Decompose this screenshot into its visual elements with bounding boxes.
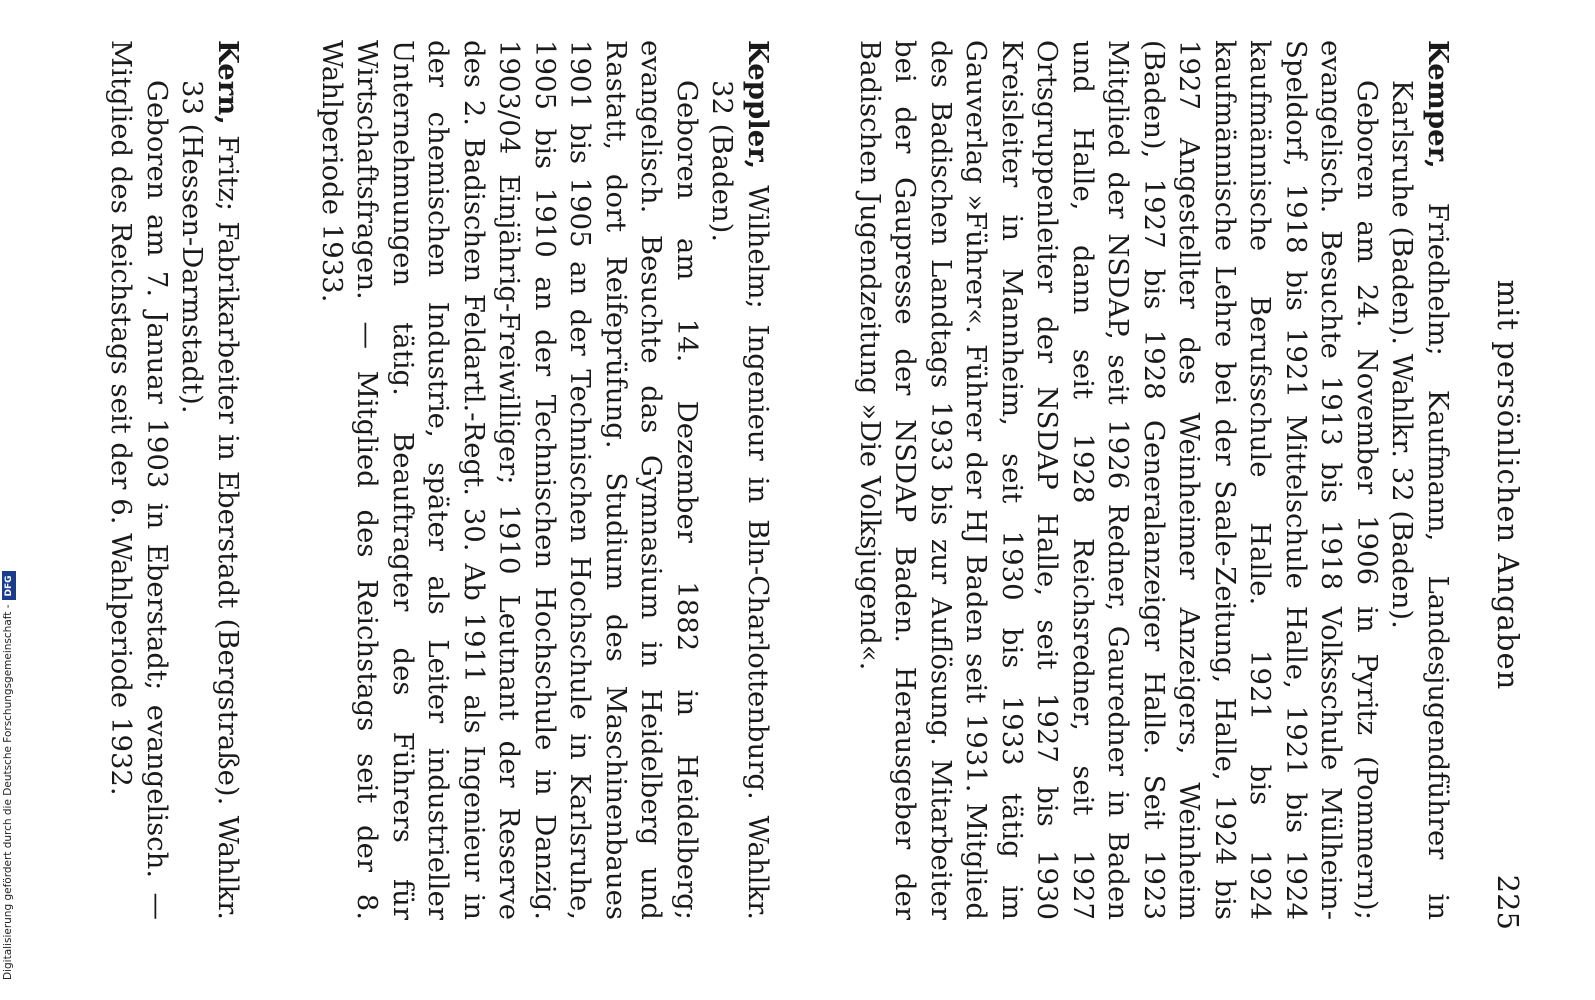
- entry-body: Geboren am 7. Januar 1903 in Eberstadt; evangelisch. — Mitglied des Reichstags seit der 6. Wahlperiode 1932.: [105, 40, 173, 920]
- running-title: mit persönlichen Angaben: [1491, 279, 1525, 691]
- entry-heading: Friedhelm; Kaufmann, Landesjugendführer in Karlsruhe (Baden). Wahlkr. 32 (Baden).: [1386, 80, 1454, 920]
- entry-name: Keppler,: [742, 40, 774, 170]
- entry-heading: Fritz; Fabrikarbeiter in Eberstadt (Bergstraße). Wahlkr. 33 (Hessen-Darmstadt).: [176, 80, 244, 920]
- entry-heading: Wilhelm; Ingenieur in Bln-Charlottenburg. Wahlkr. 32 (Baden).: [706, 80, 774, 920]
- entry-name: Kemper,: [1422, 40, 1454, 169]
- page-number: 225: [1491, 874, 1525, 930]
- entry-name: Kern,: [212, 40, 244, 125]
- dfg-credit: [2, 571, 16, 980]
- biography-entry: [852, 40, 1456, 920]
- credit-text: Digitalisierung gefördert durch die Deutsche Forschungsgemeinschaft -: [2, 604, 14, 980]
- dfg-logo: DFG: [2, 571, 16, 600]
- biography-entry: [103, 40, 245, 920]
- page-header: [1485, 40, 1525, 930]
- entry-body: Geboren am 24. November 1906 in Pyritz (Pommern); evangelisch. Besuchte 1913 bis 1918 Volksschule Mülheim-Speldorf, 1918 bis 1921 Mittelschule Halle, 1921 bis 1924 kaufmännische Berufsschule Halle. 1921 bis 1924 kaufmännische Lehre bei der Saale-Zeitung, Halle, 1924 bis 1927 Angestellter des Weinheimer Anzeigers, Weinheim (Baden), 1927 bis 1928 Generalanzeiger Halle. Seit 1923 Mitglied der NSDAP, seit 1926 Redner, Gauredner in Baden und Halle, dann seit 1928 Reichsredner, seit 1927 Ortsgruppenleiter der NSDAP Halle, seit 1927 bis 1930 Kreisleiter in Mannheim, seit 1930 bis 1933 tätig im Gauverlag »Führer«. Führer der HJ Baden seit 1931. Mitglied des Badischen Landtags 1933 bis zur Auflösung. Mitarbeiter bei der Gaupresse der NSDAP Baden. Herausgeber der Badischen Jugendzeitung »Die Volksjugend«.: [854, 40, 1383, 920]
- biography-entry: [314, 40, 776, 920]
- entry-body: Geboren am 14. Dezember 1882 in Heidelberg; evangelisch. Besuchte das Gymnasium in Heidelberg und Rastatt, dort Reifeprüfung. Studium des Maschinenbaues 1901 bis 1905 an der Technischen Hochschule in Karlsruhe, 1905 bis 1910 an der Technischen Hochschule in Danzig. 1903/04 Einjährig-Freiwilliger; 1910 Leutnant der Reserve des 2. Badischen Feldartl.-Regt. 30. Ab 1911 als Ingenieur in der chemischen Industrie, später als Leiter industrieller Unternehmungen tätig. Beauftragter des Führers für Wirtschaftsfragen. — Mitglied des Reichstags seit der 8. Wahlperiode 1933.: [316, 40, 703, 920]
